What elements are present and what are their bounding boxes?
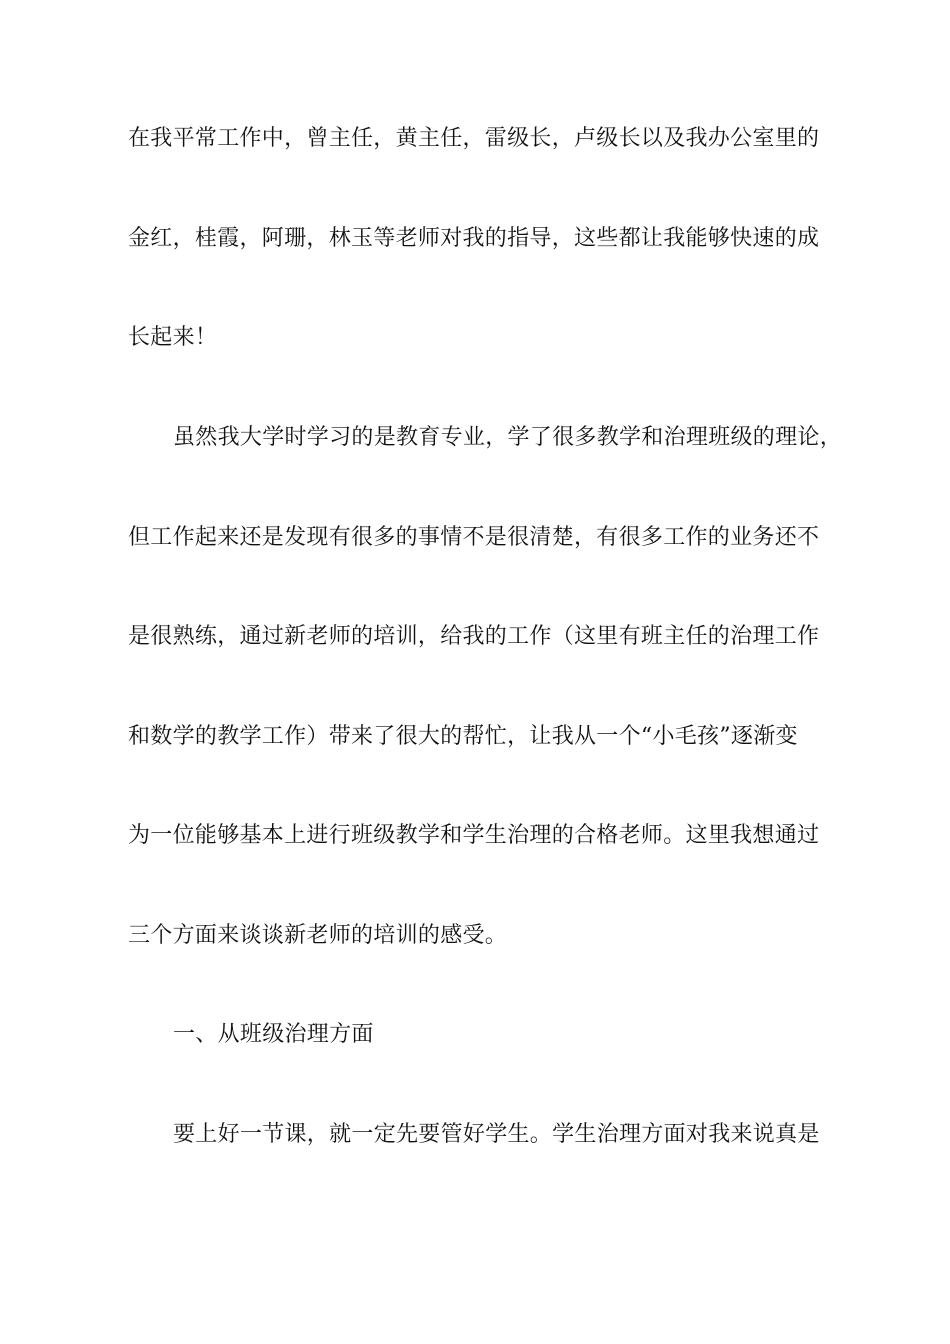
- section-heading: 一、从班级治理方面: [173, 1022, 374, 1047]
- text-line-4: 虽然我大学时学习的是教育专业，学了很多教学和治理班级的理论，: [173, 425, 843, 450]
- text-line-5: 但工作起来还是发现有很多的事情不是很清楚，有很多工作的业务还不: [128, 525, 820, 550]
- text-line-11: 要上好一节课，就一定先要管好学生。学生治理方面对我来说真是: [173, 1122, 820, 1147]
- text-line-7: 和数学的教学工作）带来了很大的帮忙，让我从一个“小毛孩”逐渐变: [128, 724, 798, 749]
- text-line-8: 为一位能够基本上进行班级教学和学生治理的合格老师。这里我想通过: [128, 823, 820, 848]
- text-line-2: 金红，桂霞，阿珊，林玉等老师对我的指导，这些都让我能够快速的成: [128, 226, 820, 251]
- text-line-3: 长起来！: [128, 325, 218, 350]
- text-line-9: 三个方面来谈谈新老师的培训的感受。: [128, 923, 508, 948]
- text-line-6: 是很熟练，通过新老师的培训，给我的工作（这里有班主任的治理工作: [128, 624, 820, 649]
- text-line-1: 在我平常工作中，曾主任，黄主任，雷级长，卢级长以及我办公室里的: [128, 126, 820, 151]
